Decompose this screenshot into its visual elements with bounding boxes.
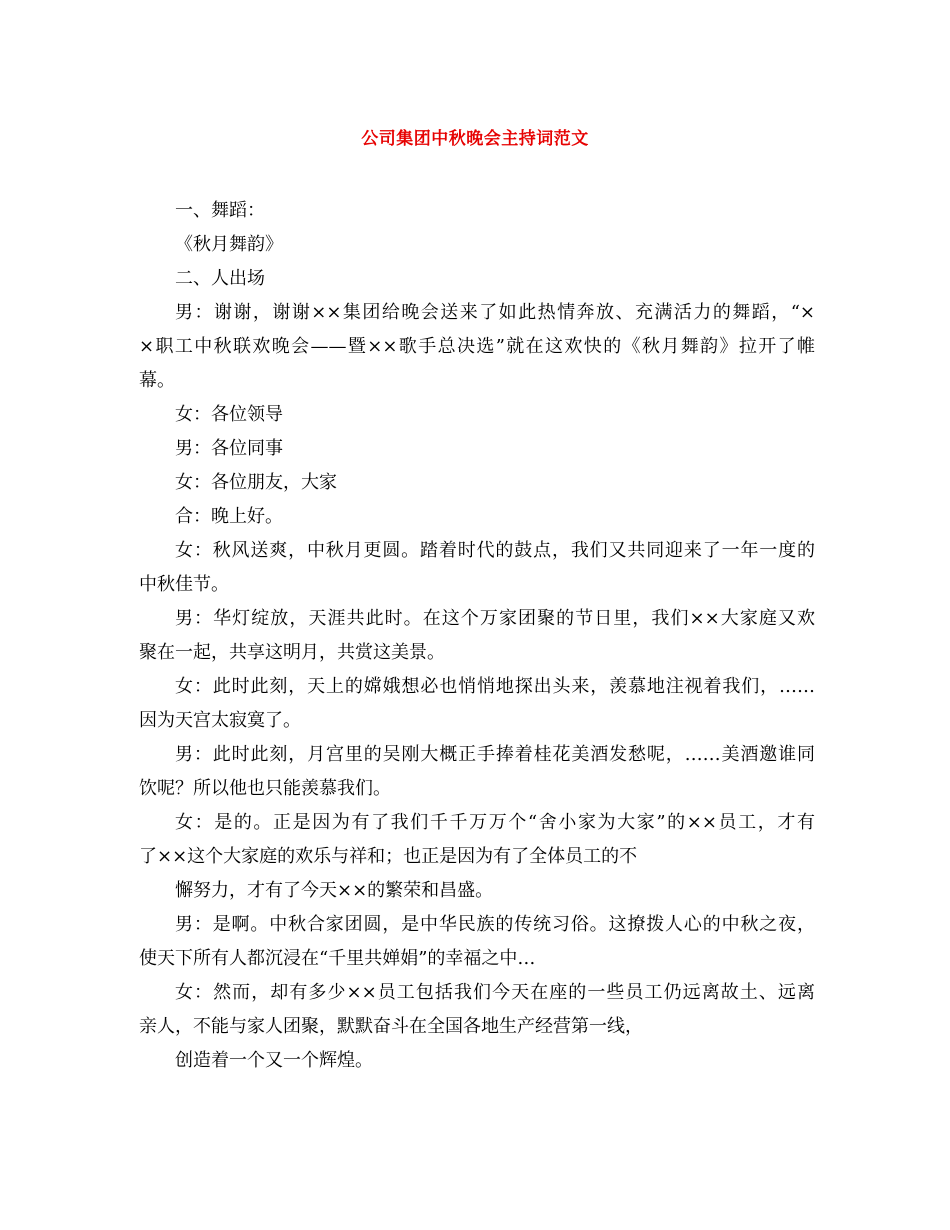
- program-title: 《秋月舞韵》: [175, 234, 283, 255]
- paragraph-line: 中秋佳节。: [139, 574, 229, 595]
- paragraph-line: 聚在一起，共享这明月，共赏这美景。: [139, 642, 445, 663]
- paragraph-line: 男：是啊。中秋合家团圆，是中华民族的传统习俗。这撩拨人心的中秋之夜，: [175, 914, 815, 935]
- document-body: [139, 194, 815, 1078]
- document-title: 公司集团中秋晚会主持词范文: [361, 129, 589, 149]
- paragraph-line: 幕。: [139, 370, 175, 391]
- paragraph-line: 女：然而，却有多少××员工包括我们今天在座的一些员工仍远离故土、远离: [175, 982, 815, 1003]
- paragraph-line: 男：谢谢，谢谢××集团给晚会送来了如此热情奔放、充满活力的舞蹈，“×: [175, 302, 815, 323]
- paragraph-line: 女：秋风送爽，中秋月更圆。踏着时代的鼓点，我们又共同迎来了一年一度的: [175, 540, 815, 561]
- paragraph-line: 了××这个大家庭的欢乐与祥和；也正是因为有了全体员工的不: [139, 846, 638, 867]
- paragraph-line: 懈努力，才有了今天××的繁荣和昌盛。: [175, 880, 494, 901]
- paragraph-line: 男：华灯绽放，天涯共此时。在这个万家团聚的节日里，我们××大家庭又欢: [175, 608, 815, 629]
- paragraph-line: ×职工中秋联欢晚会——暨××歌手总决选”就在这欢快的《秋月舞韵》拉开了帷: [139, 336, 815, 357]
- dialogue-line: 合：晚上好。: [175, 506, 283, 527]
- paragraph-line: 因为天宫太寂寞了。: [139, 710, 301, 731]
- paragraph-line: 创造着一个又一个辉煌。: [175, 1050, 373, 1071]
- dialogue-line: 女：各位朋友，大家: [175, 472, 337, 493]
- dialogue-line: 男：各位同事: [175, 438, 283, 459]
- paragraph-line: 饮呢？所以他也只能羡慕我们。: [139, 778, 391, 799]
- section-heading-dance: 一、舞蹈：: [175, 200, 265, 221]
- paragraph-line: 女：此时此刻，天上的嫦娥想必也悄悄地探出头来，羡慕地注视着我们，……: [175, 676, 815, 697]
- paragraph-line: 女：是的。正是因为有了我们千千万万个“舍小家为大家”的××员工，才有: [175, 812, 815, 833]
- dialogue-line: 女：各位领导: [175, 404, 283, 425]
- paragraph-line: 男：此时此刻，月宫里的吴刚大概正手捧着桂花美酒发愁呢，……美酒邀谁同: [175, 744, 815, 765]
- paragraph-line: 使天下所有人都沉浸在“千里共婵娟”的幸福之中…: [139, 948, 536, 969]
- section-heading-entrance: 二、人出场: [175, 268, 265, 289]
- paragraph-line: 亲人，不能与家人团聚，默默奋斗在全国各地生产经营第一线，: [139, 1016, 643, 1037]
